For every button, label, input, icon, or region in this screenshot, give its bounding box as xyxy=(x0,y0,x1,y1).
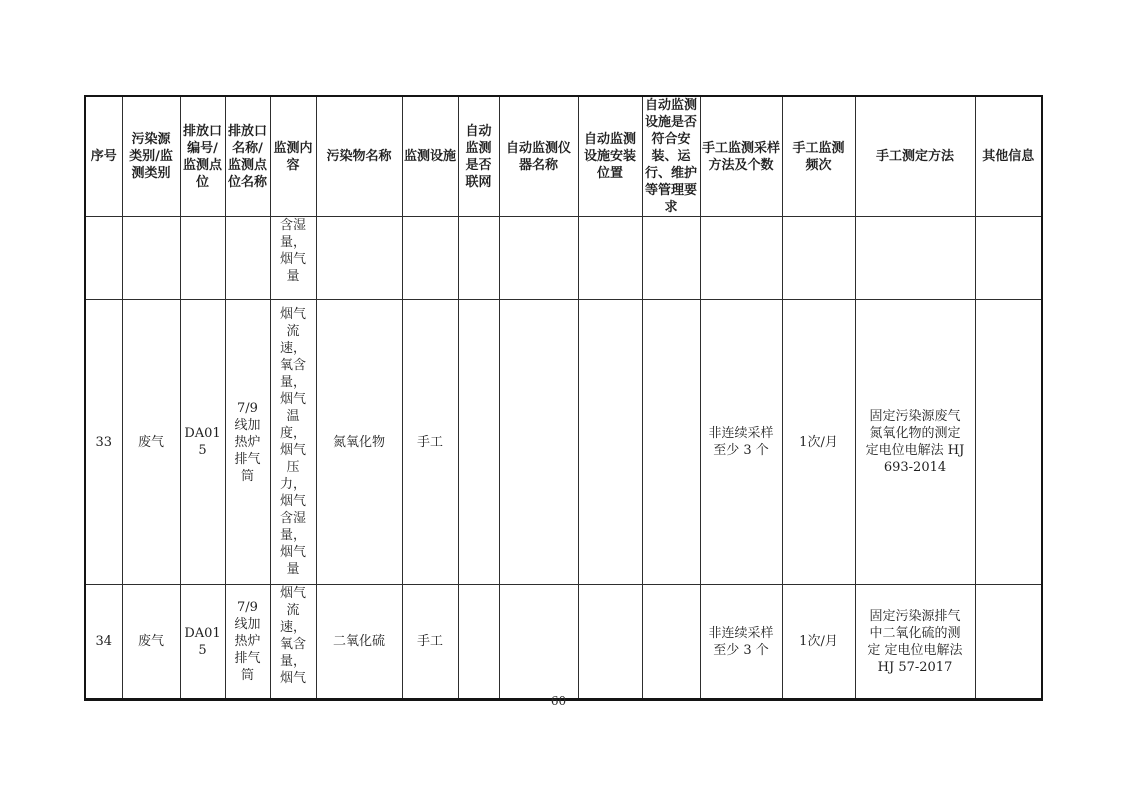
cell-manual-sampling xyxy=(700,217,782,300)
cell-serial-no xyxy=(85,217,122,300)
cell-source-category: 废气 xyxy=(122,585,180,700)
cell-auto-location xyxy=(578,300,642,585)
header-monitor-facility: 监测设施 xyxy=(402,96,458,217)
cell-other-info xyxy=(975,217,1042,300)
header-serial-no: 序号 xyxy=(85,96,122,217)
header-auto-instrument: 自动监测仪器名称 xyxy=(499,96,578,217)
cell-pollutant-name: 二氧化硫 xyxy=(316,585,402,700)
page-number: 60 xyxy=(550,694,567,708)
header-outlet-no: 排放口编号/监测点位 xyxy=(180,96,225,217)
cell-monitor-content-text: 烟气流速，氧含量，烟气温度，烟气压力，烟气含湿量，烟气量 xyxy=(279,307,306,577)
cell-auto-instrument xyxy=(499,217,578,300)
cell-pollutant-name: 氮氧化物 xyxy=(316,300,402,585)
cell-auto-networked xyxy=(458,300,499,585)
cell-outlet-no-text: DA015 xyxy=(184,426,221,458)
cell-outlet-no xyxy=(180,300,225,585)
cell-auto-compliance xyxy=(642,300,700,585)
cell-auto-instrument xyxy=(499,585,578,700)
header-row xyxy=(85,96,1042,217)
cell-manual-frequency xyxy=(782,217,855,300)
cell-outlet-name-text: 7/9线加热炉排气筒 xyxy=(234,400,261,484)
cell-manual-method xyxy=(855,217,975,300)
header-manual-frequency: 手工监测频次 xyxy=(782,96,855,217)
header-auto-networked: 自动监测是否联网 xyxy=(458,96,499,217)
cell-outlet-name xyxy=(225,300,270,585)
cell-outlet-no-text: DA015 xyxy=(184,625,221,658)
table-header xyxy=(85,96,1042,217)
cell-auto-compliance xyxy=(642,217,700,300)
cell-manual-sampling-text: 非连续采样至少 3 个 xyxy=(708,625,774,658)
cell-auto-location xyxy=(578,217,642,300)
cell-monitor-content xyxy=(270,300,316,585)
header-other-info: 其他信息 xyxy=(975,96,1042,217)
cell-serial-no: 33 xyxy=(85,300,122,585)
header-auto-location: 自动监测设施安装位置 xyxy=(578,96,642,217)
cell-pollutant-name xyxy=(316,217,402,300)
cell-manual-sampling xyxy=(700,585,782,700)
header-outlet-name: 排放口名称/监测点位名称 xyxy=(225,96,270,217)
cell-manual-frequency: 1次/月 xyxy=(782,585,855,700)
cell-auto-location xyxy=(578,585,642,700)
table-row-34 xyxy=(85,585,1042,700)
cell-manual-method-text: 固定污染源排气中二氧化硫的测定 定电位电解法 HJ 57-2017 xyxy=(867,608,963,675)
cell-outlet-name xyxy=(225,585,270,700)
cell-auto-networked xyxy=(458,585,499,700)
header-source-category: 污染源类别/监测类别 xyxy=(122,96,180,217)
cell-auto-networked xyxy=(458,217,499,300)
header-manual-sampling: 手工监测采样方法及个数 xyxy=(700,96,782,217)
cell-monitor-facility: 手工 xyxy=(402,300,458,585)
header-manual-method: 手工测定方法 xyxy=(855,96,975,217)
table-row-33 xyxy=(85,300,1042,585)
cell-manual-method xyxy=(855,585,975,700)
cell-monitor-content-text: 烟气流速，氧含量，烟气 xyxy=(279,586,306,686)
cell-manual-frequency: 1次/月 xyxy=(782,300,855,585)
table-row-continuation xyxy=(85,217,1042,300)
cell-monitor-content xyxy=(270,585,316,700)
table-body xyxy=(85,217,1042,700)
cell-monitor-facility xyxy=(402,217,458,300)
header-auto-compliance: 自动监测设施是否符合安装、运行、维护等管理要求 xyxy=(642,96,700,217)
cell-serial-no: 34 xyxy=(85,585,122,700)
cell-source-category: 废气 xyxy=(122,300,180,585)
cell-auto-instrument xyxy=(499,300,578,585)
cell-auto-compliance xyxy=(642,585,700,700)
cell-outlet-name-text: 7/9线加热炉排气筒 xyxy=(234,600,261,683)
cell-outlet-no xyxy=(180,585,225,700)
cell-manual-method-text: 固定污染源废气 氮氧化物的测定 定电位电解法 HJ 693-2014 xyxy=(865,409,965,475)
cell-outlet-name xyxy=(225,217,270,300)
cell-source-category xyxy=(122,217,180,300)
cell-other-info xyxy=(975,300,1042,585)
cell-other-info xyxy=(975,585,1042,700)
cell-monitor-facility: 手工 xyxy=(402,585,458,700)
cell-manual-sampling-text: 非连续采样至少 3 个 xyxy=(708,426,774,458)
cell-monitor-content-text: 含湿量，烟气量 xyxy=(279,218,306,284)
cell-monitor-content xyxy=(270,217,316,300)
header-monitor-content: 监测内容 xyxy=(270,96,316,217)
cell-manual-sampling xyxy=(700,300,782,585)
header-pollutant-name: 污染物名称 xyxy=(316,96,402,217)
monitoring-table xyxy=(84,95,1043,701)
cell-manual-method xyxy=(855,300,975,585)
cell-outlet-no xyxy=(180,217,225,300)
